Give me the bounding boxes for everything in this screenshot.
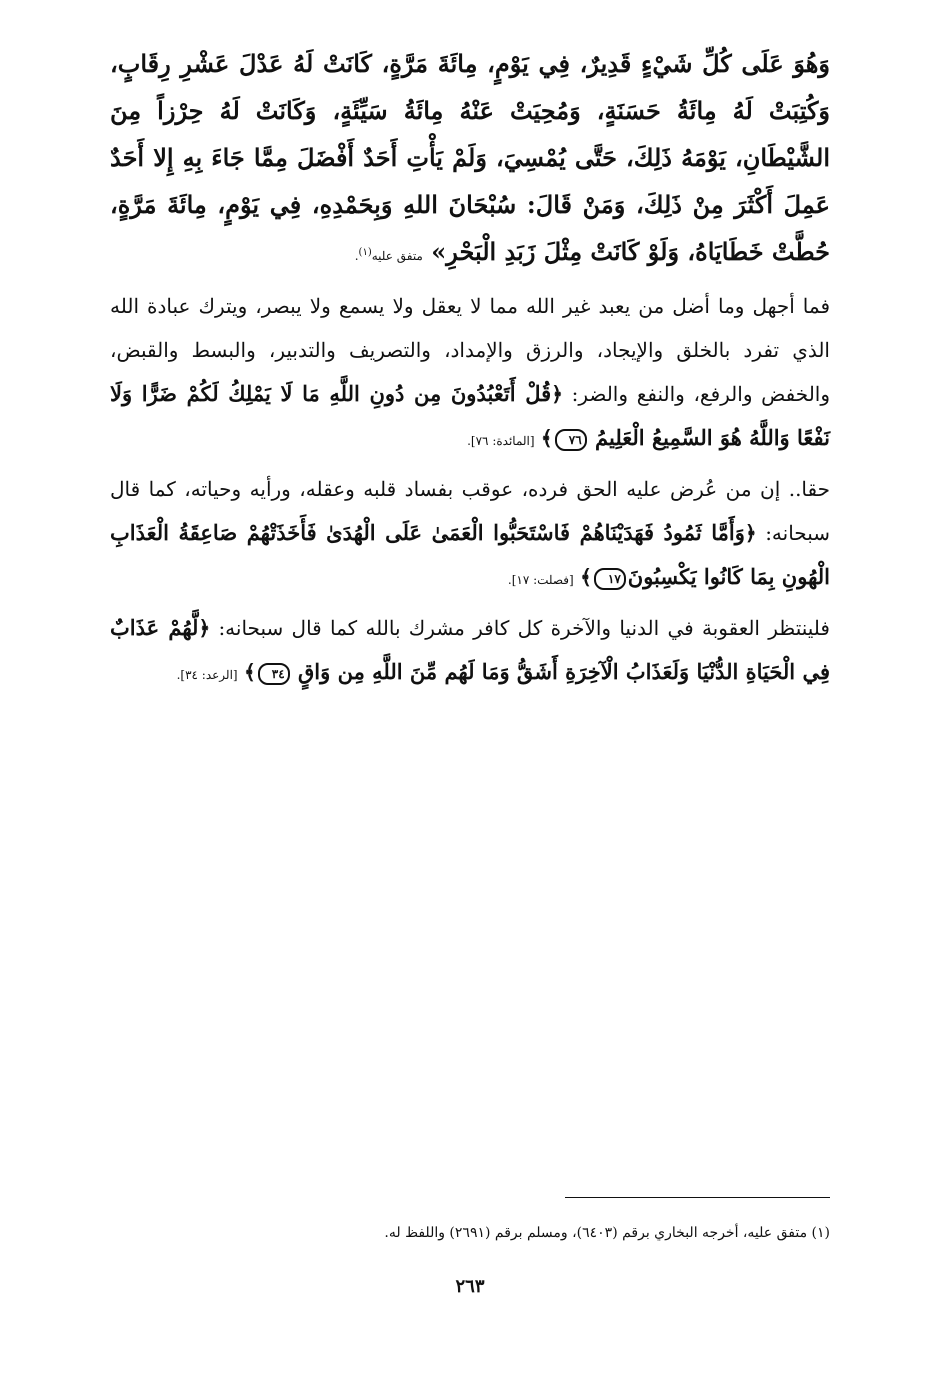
- main-text: [110, 40, 830, 697]
- quran-open-bracket: ﴿: [744, 521, 757, 545]
- footnote-marker: (١): [358, 247, 372, 258]
- surah-reference: [الرعد: ٣٤].: [176, 668, 238, 682]
- footnote-divider: [565, 1197, 830, 1198]
- paragraph-1: [110, 284, 830, 463]
- quran-verse-1: قُلْ أَتَعْبُدُونَ مِن دُونِ اللَّهِ مَا لَا يَمْلِكُ لَكُمْ ضَرًّا وَلَا نَفْعًا وَاللَّهُ هُوَ السَّمِيعُ الْعَلِيمُ: [110, 381, 830, 450]
- quran-close-bracket: ﴾: [243, 660, 256, 684]
- quran-close-bracket: ﴾: [580, 565, 592, 589]
- quran-verse-3: لَّهُمْ عَذَابٌ فِي الْحَيَاةِ الدُّنْيَا وَلَعَذَابُ الْآخِرَةِ أَشَقُّ وَمَا لَهُم مِّنَ اللَّهِ مِن وَاقٍ: [110, 615, 830, 684]
- surah-reference: [فصلت: ١٧].: [507, 573, 574, 587]
- hadith-reference: متفق عليه$^{(١)}$.: [354, 247, 423, 263]
- page-number: ٢٦٣: [455, 1276, 485, 1297]
- surah-reference: [المائدة: ٧٦].: [467, 434, 535, 448]
- ayah-number-badge: ١٧: [594, 568, 626, 590]
- paragraph-1-text: فما أجهل وما أضل من يعبد غير الله مما لا يعقل ولا يسمع ولا يبصر، ويترك عبادة الله الذي تفرد بالخلق والإيجاد، والرزق والإمداد، والتصريف والتدبير، والبسط والقبض، والخفض والرفع، والنفع والضر:: [110, 294, 830, 406]
- paragraph-2-text: حقا.. إن من عُرض عليه الحق فرده، عوقب بفساد قلبه وعقله، ورأيه وحياته، كما قال سبحانه:: [110, 477, 831, 545]
- ayah-number-badge: ٣٤: [258, 663, 290, 685]
- quran-open-bracket: ﴿: [198, 616, 211, 640]
- hadith-text: وَهُوَ عَلَى كُلِّ شَيْءٍ قَدِيرٌ، فِي يَوْمٍ، مِائَةَ مَرَّةٍ، كَانَتْ لَهُ عَدْلَ عَشْرِ رِقَابٍ، وَكُتِبَتْ لَهُ مِائَةُ حَسَنَةٍ، وَمُحِيَتْ عَنْهُ مِائَةُ سَيِّئَةٍ، وَكَانَتْ لَهُ حِرْزاً مِنَ الشَّيْطَانِ، يَوْمَهُ ذَلِكَ، حَتَّى يُمْسِيَ، وَلَمْ يَأْتِ أَحَدٌ أَفْضَلَ مِمَّا جَاءَ بِهِ إِلا أَحَدٌ عَمِلَ أَكْثَرَ مِنْ ذَلِكَ، وَمَنْ قَالَ: سُبْحَانَ اللهِ وَبِحَمْدِهِ، فِي يَوْمٍ، مِائَةَ مَرَّةٍ، حُطَّتْ خَطَايَاهُ، وَلَوْ كَانَتْ مِثْلَ زَبَدِ الْبَحْرِ»: [110, 49, 830, 266]
- footnote: (١) متفق عليه، أخرجه البخاري برقم (٦٤٠٣)، ومسلم برقم (٢٦٩١) واللفظ له.: [384, 1225, 830, 1241]
- quran-verse-2: وَأَمَّا ثَمُودُ فَهَدَيْنَاهُمْ فَاسْتَحَبُّوا الْعَمَىٰ عَلَى الْهُدَىٰ فَأَخَذَتْهُمْ صَاعِقَةُ الْعَذَابِ الْهُونِ بِمَا كَانُوا يَكْسِبُونَ: [110, 520, 830, 589]
- paragraph-3-text: فلينتظر العقوبة في الدنيا والآخرة كل كافر مشرك بالله كما قال سبحانه:: [218, 616, 830, 640]
- hadith-ref-label: متفق عليه: [371, 249, 423, 263]
- quran-close-bracket: ﴾: [540, 426, 553, 450]
- ayah-number-badge: ٧٦: [555, 429, 587, 451]
- paragraph-3: [110, 606, 830, 697]
- quran-open-bracket: ﴿: [551, 382, 563, 406]
- paragraph-2: [110, 467, 830, 602]
- hadith-paragraph: [110, 40, 830, 280]
